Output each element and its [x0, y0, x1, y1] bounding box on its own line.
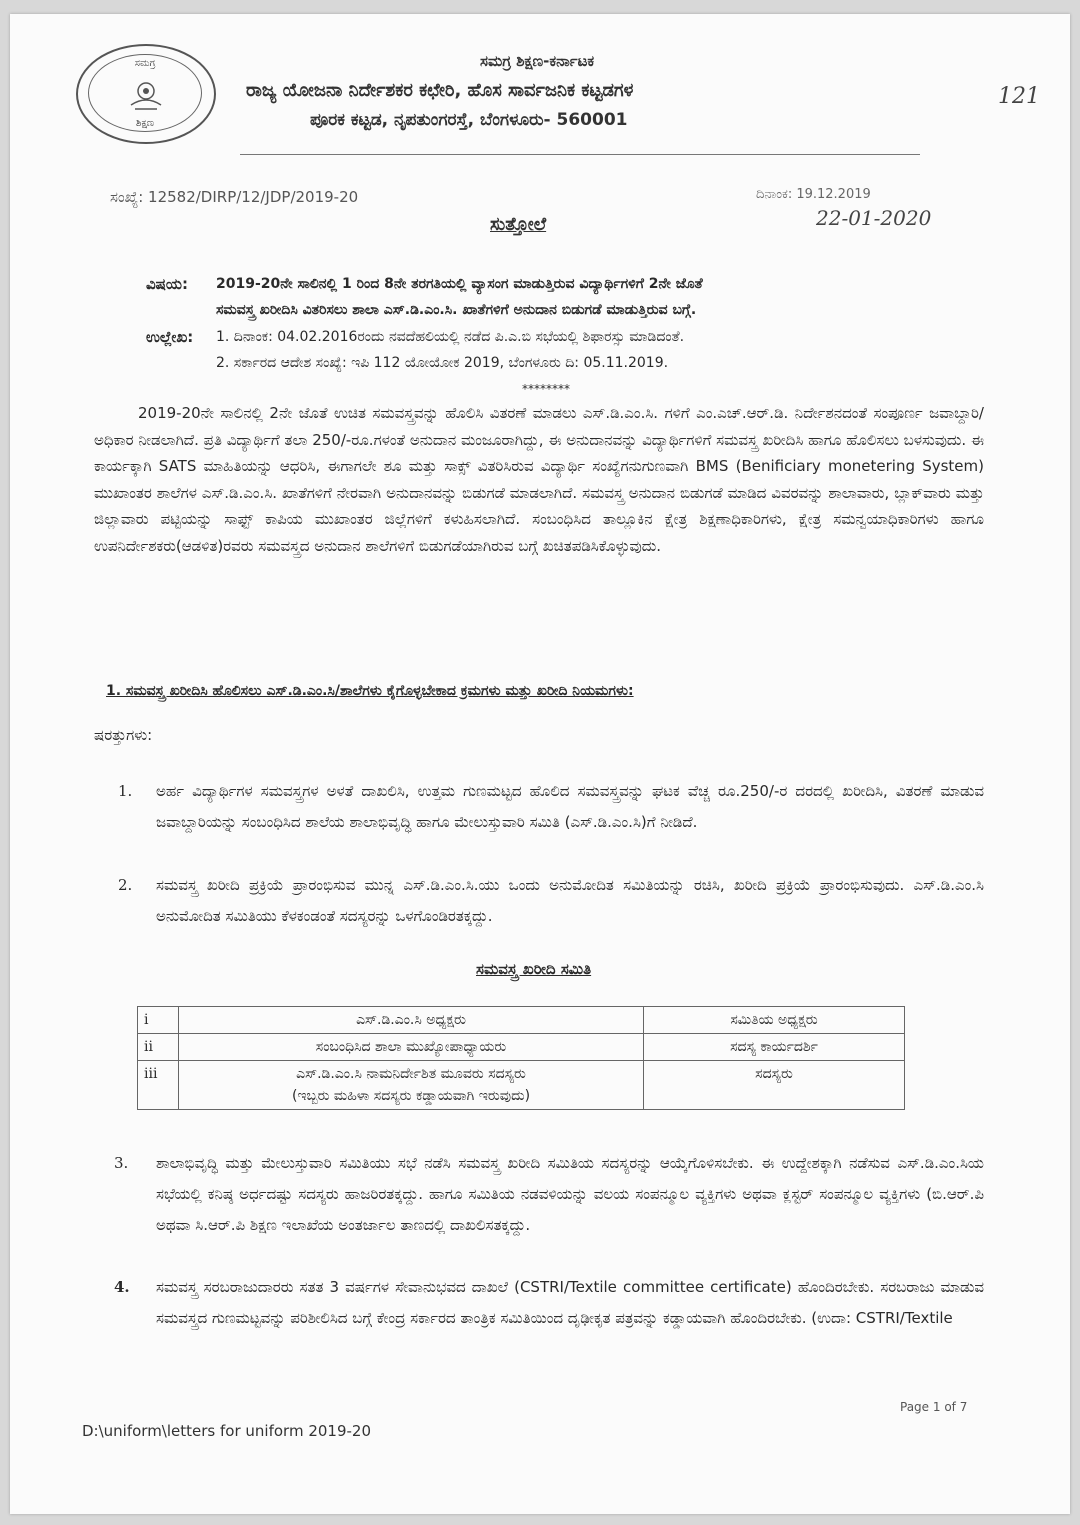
header-office: ರಾಜ್ಯ ಯೋಜನಾ ನಿರ್ದೇಶಕರ ಕಛೇರಿ, ಹೊಸ ಸಾರ್ವಜನಿಕ ಕಟ್ಟಡಗಳ: [246, 80, 634, 101]
subject-line-1: 2019-20ನೇ ಸಾಲಿನಲ್ಲಿ 1 ರಿಂದ 8ನೇ ತರಗತಿಯಲ್ಲಿ ವ್ಯಾಸಂಗ ಮಾಡುತ್ತಿರುವ ವಿದ್ಯಾರ್ಥಿಗಳಿಗೆ 2ನೇ ಜೊತೆ: [216, 276, 703, 292]
table-row: [138, 1007, 905, 1034]
role-cell: ಸದಸ್ಯ ಕಾರ್ಯದರ್ಶಿ: [644, 1034, 905, 1061]
committee-table: [137, 1006, 905, 1110]
page-number: Page 1 of 7: [900, 1400, 968, 1414]
reference-number: ಸಂಖ್ಯೆ: 12582/DIRP/12/JDP/2019-20: [110, 188, 359, 206]
committee-table-title: ಸಮವಸ್ತ್ರ ಖರೀದಿ ಸಮಿತಿ: [476, 960, 592, 978]
handwritten-date: 22-01-2020: [816, 206, 932, 230]
member-cell: ಸಂಬಂಧಿಸಿದ ಶಾಲಾ ಮುಖ್ಯೋಪಾಧ್ಯಾಯರು: [179, 1034, 644, 1061]
item-3-number: 3.: [114, 1154, 129, 1172]
item-4-text: ಸಮವಸ್ತ್ರ ಸರಬರಾಜುದಾರರು ಸತತ 3 ವರ್ಷಗಳ ಸೇವಾನುಭವದ ದಾಖಲೆ (CSTRI/Textile committee certificate) ಹೊಂದಿರಬೇಕು. ಸರಬರಾಜು ಮಾಡುವ ಸಮವಸ್ತ್ರದ ಗುಣಮಟ್ಟವನ್ನು ಪರಿಶೀಲಿಸಿದ ಬಗ್ಗೆ ಕೇಂದ್ರ ಸರ್ಕಾರದ ತಾಂತ್ರಿಕ ಸಮಿತಿಯಿಂದ ದೃಢೀಕೃತ ಪತ್ರವನ್ನು ಕಡ್ಡಾಯವಾಗಿ ಹೊಂದಿರಬೇಕು. (ಉದಾ: CSTRI/Textile: [156, 1278, 984, 1327]
role-cell: ಸಮಿತಿಯ ಅಧ್ಯಕ್ಷರು: [644, 1007, 905, 1034]
item-4-number: 4.: [114, 1278, 130, 1296]
reference-label: ಉಲ್ಲೇಖ:: [146, 328, 194, 346]
row-number: i: [138, 1007, 179, 1034]
item-3-text: ಶಾಲಾಭಿವೃದ್ಧಿ ಮತ್ತು ಮೇಲುಸ್ತುವಾರಿ ಸಮಿತಿಯು ಸಭೆ ನಡೆಸಿ ಸಮವಸ್ತ್ರ ಖರೀದಿ ಸಮಿತಿಯ ಸದಸ್ಯರನ್ನು ಆಯ್ಕೆಗೊಳಿಸಬೇಕು. ಈ ಉದ್ದೇಶಕ್ಕಾಗಿ ನಡೆಸುವ ಎಸ್.ಡಿ.ಎಂ.ಸಿಯ ಸಭೆಯಲ್ಲಿ ಕನಿಷ್ಠ ಅರ್ಧದಷ್ಟು ಸದಸ್ಯರು ಹಾಜರಿರತಕ್ಕದ್ದು. ಹಾಗೂ ಸಮಿತಿಯ ನಡವಳಿಯನ್ನು ವಲಯ ಸಂಪನ್ಮೂಲ ವ್ಯಕ್ತಿಗಳು ಅಥವಾ ಕ್ಲಸ್ಟರ್ ಸಂಪನ್ಮೂಲ ವ್ಯಕ್ತಿಗಳು (ಬಿ.ಆರ್.ಪಿ ಅಥವಾ ಸಿ.ಆರ್.ಪಿ ಶಿಕ್ಷಣ ಇಲಾಖೆಯ ಅಂತರ್ಜಾಲ ತಾಣದಲ್ಲಿ ದಾಖಲಿಸತಕ್ಕದ್ದು.: [156, 1154, 984, 1234]
subject-label: ವಿಷಯ:: [146, 275, 188, 293]
item-2-text: ಸಮವಸ್ತ್ರ ಖರೀದಿ ಪ್ರಕ್ರಿಯೆ ಪ್ರಾರಂಭಿಸುವ ಮುನ್ನ ಎಸ್.ಡಿ.ಎಂ.ಸಿ.ಯು ಒಂದು ಅನುಮೋದಿತ ಸಮಿತಿಯನ್ನು ರಚಿಸಿ, ಖರೀದಿ ಪ್ರಕ್ರಿಯೆ ಪ್ರಾರಂಭಿಸುವುದು. ಎಸ್.ಡಿ.ಎಂ.ಸಿ ಅನುಮೋದಿತ ಸಮಿತಿಯು ಕೆಳಕಂಡಂತೆ ಸದಸ್ಯರನ್ನು ಒಳಗೊಂಡಿರತಕ್ಕದ್ದು.: [156, 876, 984, 925]
page-mark: 121: [998, 84, 1040, 109]
seal-text-top: ಸಮಗ್ರ: [134, 58, 156, 69]
table-row: [138, 1034, 905, 1061]
member-line-1: ಎಸ್.ಡಿ.ಎಂ.ಸಿ ನಾಮನಿರ್ದೇಶಿತ ಮೂವರು ಸದಸ್ಯರು: [296, 1066, 526, 1082]
emblem-icon: [125, 75, 167, 113]
file-path: D:\uniform\letters for uniform 2019-20: [82, 1422, 371, 1440]
seal-text-bottom: ಶಿಕ್ಷಣ: [136, 118, 154, 129]
member-line-2: (ಇಬ್ಬರು ಮಹಿಳಾ ಸದಸ್ಯರು ಕಡ್ಡಾಯವಾಗಿ ಇರುವುದು): [291, 1088, 531, 1104]
item-1-text: ಅರ್ಹ ವಿದ್ಯಾರ್ಥಿಗಳ ಸಮವಸ್ತ್ರಗಳ ಅಳತೆ ದಾಖಲಿಸಿ, ಉತ್ತಮ ಗುಣಮಟ್ಟದ ಹೊಲಿದ ಸಮವಸ್ತ್ರವನ್ನು ಘಟಕ ವೆಚ್ಚ ರೂ.250/-ರ ದರದಲ್ಲಿ ಖರೀದಿಸಿ, ವಿತರಣೆ ಮಾಡುವ ಜವಾಬ್ದಾರಿಯನ್ನು ಸಂಬಂಧಿಸಿದ ಶಾಲೆಯ ಶಾಲಾಭಿವೃದ್ಧಿ ಹಾಗೂ ಮೇಲುಸ್ತುವಾರಿ ಸಮಿತಿ (ಎಸ್.ಡಿ.ಎಂ.ಸಿ)ಗೆ ನೀಡಿದೆ.: [156, 782, 984, 831]
government-seal: [76, 44, 216, 144]
row-number: iii: [138, 1061, 179, 1110]
reference-2: 2. ಸರ್ಕಾರದ ಆದೇಶ ಸಂಖ್ಯೆ: ಇಪಿ 112 ಯೋಯೋಕ 2019, ಬೆಂಗಳೂರು ದಿ: 05.11.2019.: [216, 355, 669, 371]
member-cell: [179, 1061, 644, 1110]
item-1-number: 1.: [118, 782, 133, 800]
subject-line-2: ಸಮವಸ್ತ್ರ ಖರೀದಿಸಿ ವಿತರಿಸಲು ಶಾಲಾ ಎಸ್.ಡಿ.ಎಂ.ಸಿ. ಖಾತೆಗಳಿಗೆ ಅನುದಾನ ಬಿಡುಗಡೆ ಮಾಡುತ್ತಿರುವ ಬಗ್ಗೆ.: [216, 302, 697, 318]
header-address: ಪೂರಕ ಕಟ್ಟಡ, ನೃಪತುಂಗರಸ್ತೆ, ಬೆಂಗಳೂರು- 560001: [310, 110, 628, 130]
row-number: ii: [138, 1034, 179, 1061]
conditions-heading: ಷರತ್ತುಗಳು:: [94, 726, 153, 744]
table-row: [138, 1061, 905, 1110]
separator-stars: ********: [522, 382, 570, 396]
document-page: [10, 14, 1070, 1514]
header-dept: ಸಮಗ್ರ ಶಿಕ್ಷಣ-ಕರ್ನಾಟಕ: [480, 52, 595, 70]
date-label: ದಿನಾಂಕ: 19.12.2019: [756, 187, 871, 202]
item-2-number: 2.: [118, 876, 133, 894]
header-rule: [240, 154, 920, 155]
body-paragraph: 2019-20ನೇ ಸಾಲಿನಲ್ಲಿ 2ನೇ ಜೊತೆ ಉಚಿತ ಸಮವಸ್ತ್ರವನ್ನು ಹೊಲಿಸಿ ವಿತರಣೆ ಮಾಡಲು ಎಸ್.ಡಿ.ಎಂ.ಸಿ. ಗಳಿಗೆ ಎಂ.ಎಚ್.ಆರ್.ಡಿ. ನಿರ್ದೇಶನದಂತೆ ಸಂಪೂರ್ಣ ಜವಾಬ್ದಾರಿ/ಅಧಿಕಾರ ನೀಡಲಾಗಿದೆ. ಪ್ರತಿ ವಿದ್ಯಾರ್ಥಿಗೆ ತಲಾ 250/-ರೂ.ಗಳಂತೆ ಅನುದಾನ ಮಂಜೂರಾಗಿದ್ದು, ಈ ಅನುದಾನವನ್ನು ವಿದ್ಯಾರ್ಥಿಗಳಿಗೆ ಸಮವಸ್ತ್ರ ಖರೀದಿಸಿ ಹಾಗೂ ಹೊಲಿಸಲು ಬಳಸುವುದು. ಈ ಕಾರ್ಯಕ್ಕಾಗಿ SATS ಮಾಹಿತಿಯನ್ನು ಆಧರಿಸಿ, ಈಗಾಗಲೇ ಶೂ ಮತ್ತು ಸಾಕ್ಸ್ ವಿತರಿಸಿರುವ ವಿದ್ಯಾರ್ಥಿ ಸಂಖ್ಯೆಗನುಗುಣವಾಗಿ BMS (Benificiary monetering System) ಮುಖಾಂತರ ಶಾಲೆಗಳ ಎಸ್.ಡಿ.ಎಂ.ಸಿ. ಖಾತೆಗಳಿಗೆ ನೇರವಾಗಿ ಅನುದಾನವನ್ನು ಬಿಡುಗಡೆ ಮಾಡಲಾಗಿದೆ. ಸಮವಸ್ತ್ರ ಅನುದಾನ ಬಿಡುಗಡೆ ಮಾಡಿದ ವಿವರವನ್ನು ಶಾಲಾವಾರು, ಬ್ಲಾಕ್‌ವಾರು ಮತ್ತು ಜಿಲ್ಲಾವಾರು ಪಟ್ಟಿಯನ್ನು ಸಾಫ್ಟ್ ಕಾಪಿಯ ಮುಖಾಂತರ ಜಿಲ್ಲೆಗಳಿಗೆ ಕಳುಹಿಸಲಾಗಿದೆ. ಸಂಬಂಧಿಸಿದ ತಾಲ್ಲೂಕಿನ ಕ್ಷೇತ್ರ ಶಿಕ್ಷಣಾಧಿಕಾರಿಗಳು, ಕ್ಷೇತ್ರ ಸಮನ್ವಯಾಧಿಕಾರಿಗಳು ಹಾಗೂ ಉಪನಿರ್ದೇಶಕರು(ಆಡಳಿತ)ರವರು ಸಮವಸ್ತ್ರದ ಅನುದಾನ ಶಾಲೆಗಳಿಗೆ ಬಿಡುಗಡೆಯಾಗಿರುವ ಬಗ್ಗೆ ಖಚಿತಪಡಿಸಿಕೊಳ್ಳುವುದು.: [94, 404, 984, 555]
role-cell: ಸದಸ್ಯರು: [644, 1061, 905, 1110]
member-cell: ಎಸ್.ಡಿ.ಎಂ.ಸಿ ಅಧ್ಯಕ್ಷರು: [179, 1007, 644, 1034]
section-1-heading: 1. ಸಮವಸ್ತ್ರ ಖರೀದಿಸಿ ಹೊಲಿಸಲು ಎಸ್.ಡಿ.ಎಂ.ಸಿ/ಶಾಲೆಗಳು ಕೈಗೊಳ್ಳಬೇಕಾದ ಕ್ರಮಗಳು ಮತ್ತು ಖರೀದಿ ನಿಯಮಗಳು:: [106, 683, 634, 699]
reference-1: 1. ದಿನಾಂಕ: 04.02.2016ರಂದು ನವದೆಹಲಿಯಲ್ಲಿ ನಡೆದ ಪಿ.ಎ.ಬಿ ಸಭೆಯಲ್ಲಿ ಶಿಫಾರಸ್ಸು ಮಾಡಿದಂತೆ.: [216, 329, 685, 345]
circular-title: ಸುತ್ತೋಲೆ: [490, 214, 547, 235]
